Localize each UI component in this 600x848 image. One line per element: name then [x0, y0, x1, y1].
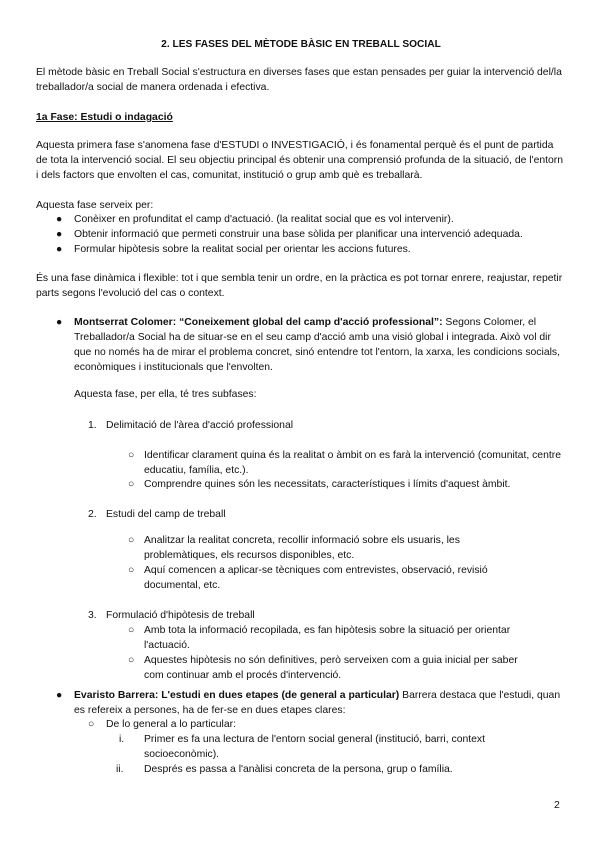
- subphases-intro: Aquesta fase, per ella, té tres subfases:: [74, 389, 257, 400]
- roman-numeral: ii.: [116, 764, 124, 775]
- bullet-icon: ●: [56, 229, 63, 240]
- serves-intro: Aquesta fase serveix per:: [36, 200, 154, 211]
- circle-bullet-icon: ○: [128, 535, 135, 546]
- phase1-heading: 1a Fase: Estudi o indagació: [36, 112, 173, 123]
- barrera-text: Barrera destaca que l'estudi, quan es refereix a persones, ha de fer-se en dues etapes clares:: [74, 690, 561, 716]
- list-number: 3.: [88, 610, 97, 621]
- colomer-name: Montserrat Colomer: “Coneixement global del camp d'acció professional”:: [74, 317, 443, 328]
- bullet-icon: ●: [56, 317, 63, 328]
- circle-bullet-icon: ○: [128, 565, 135, 576]
- circle-bullet-icon: ○: [128, 625, 135, 636]
- colomer-item: [36, 315, 566, 375]
- bullet-icon: ●: [56, 244, 63, 255]
- page-title: 2. LES FASES DEL MÈTODE BÀSIC EN TREBALL SOCIAL: [161, 39, 441, 50]
- list-number: 1.: [88, 420, 97, 431]
- circle-bullet-icon: ○: [128, 479, 135, 490]
- circle-bullet-icon: ○: [128, 655, 135, 666]
- intro-paragraph: El mètode bàsic en Treball Social s'estructura en diverses fases que estan pensades per guiar la intervenció del/la treballador/a social de manera ordenada i efectiva.: [36, 67, 562, 93]
- barrera-name: Evaristo Barrera: L'estudi en dues etapes (de general a particular): [74, 690, 400, 701]
- dynamic-paragraph: És una fase dinàmica i flexible: tot i que sembla tenir un ordre, en la pràctica es pot tornar enrere, reajustar, repetir parts segons l'evolució del cas o context.: [36, 273, 563, 299]
- colomer-text: Segons Colomer, el Treballador/a Social ha de situar-se en el seu camp d'acció amb una visió global i integrada. Això vol dir que no només ha de mirar el problema concret, sinó entendre tot l'entorn, la xarxa, les condicions socials, econòmiques i institucionals que l'envolten.: [74, 317, 560, 373]
- document-page: 2. LES FASES DEL MÈTODE BÀSIC EN TREBALL SOCIAL El mètode bàsic en Treball Social s'estructura en diverses fases que estan pensades per guiar la intervenció del/la treballador/a social de manera ordenada i efectiva. 1a Fase: Estudi o indagació Aquesta primera fase s'anomena fase d'ESTUDI o INVESTIGACIÓ, i és fonamental perquè és el punt de partida de tota la intervenció social. El seu objectiu principal és obtenir una comprensió profunda de la situació, de l'entorn i dels factors que envolten el cas, comunitat, institució o grup amb què es treballarà. Aquesta fase serveix per: ● Conèixer en profunditat el camp d'actuació. (la realitat social que es vol intervenir). ● Obtenir informació que permeti construir una base sòlida per planificar una intervenció adequada. ● Formular hipòtesis sobre la realitat social per orientar les accions futures. És una fase dinàmica i flexible: tot i que sembla tenir un ordre, en la pràctica es pot tornar enrere, reajustar, repetir parts segons l'evolució del cas o context. ● Montserrat Colomer: “Coneixement global del camp d'acció professional”: Segons Colomer, el Treballador/a Social ha de situar-se en el seu camp d'acció amb una visió global i integrada. Això vol dir que no només ha de mirar el problema concret, sinó entendre tot l'entorn, la xarxa, les condicions socials, econòmiques i institucionals que l'envolten. Aquesta fase, per ella, té tres subfases: 1. Delimitació de l'àrea d'acció professional ○ Identificar clarament quina és la realitat o àmbit on es farà la intervenció (comunitat, centre educatiu, família, etc.). ○ Comprendre quines són les necessitats, característiques i límits d'aquest àmbit. 2. Estudi del camp de treball ○ Analitzar la realitat concreta, recollir informació sobre els usuaris, les problemàtiques, els recursos disponibles, etc. ○ Aquí comencen a aplicar-se tècniques com entrevistes, observació, revisió documental, etc. 3. Formulació d'hipòtesis de treball ○ Amb tota la informació recopilada, es fan hipòtesis sobre la situació per orientar l'actuació. ○ Aquestes hipòtesis no són definitives, però serveixen com a guia inicial per saber com continuar amb el procés d'intervenció. ● Evaristo Barrera: L'estudi en dues etapes (de general a particular) Barrera destaca que l'estudi, quan es refereix a persones, ha de fer-se en dues etapes clares: ○ De lo general a lo particular: i. Primer es fa una lectura de l'entorn social general (institució, barri, context socioeconòmic). ii. Després es passa a l'anàlisi concreta de la persona, grup o família. 2: [0, 0, 600, 848]
- roman-numeral: i.: [119, 734, 125, 745]
- list-number: 2.: [88, 509, 97, 520]
- circle-bullet-icon: ○: [128, 450, 135, 461]
- bullet-icon: ●: [56, 690, 63, 701]
- bullet-icon: ●: [56, 214, 63, 225]
- phase1-paragraph: Aquesta primera fase s'anomena fase d'ESTUDI o INVESTIGACIÓ, i és fonamental perquè és el punt de partida de tota la intervenció social. El seu objectiu principal és obtenir una comprensió profunda de la situació, de l'entorn i dels factors que envolten el cas, comunitat, institució o grup amb què es treballarà.: [36, 140, 564, 181]
- circle-bullet-icon: ○: [88, 719, 95, 730]
- page-number: 2: [554, 800, 560, 811]
